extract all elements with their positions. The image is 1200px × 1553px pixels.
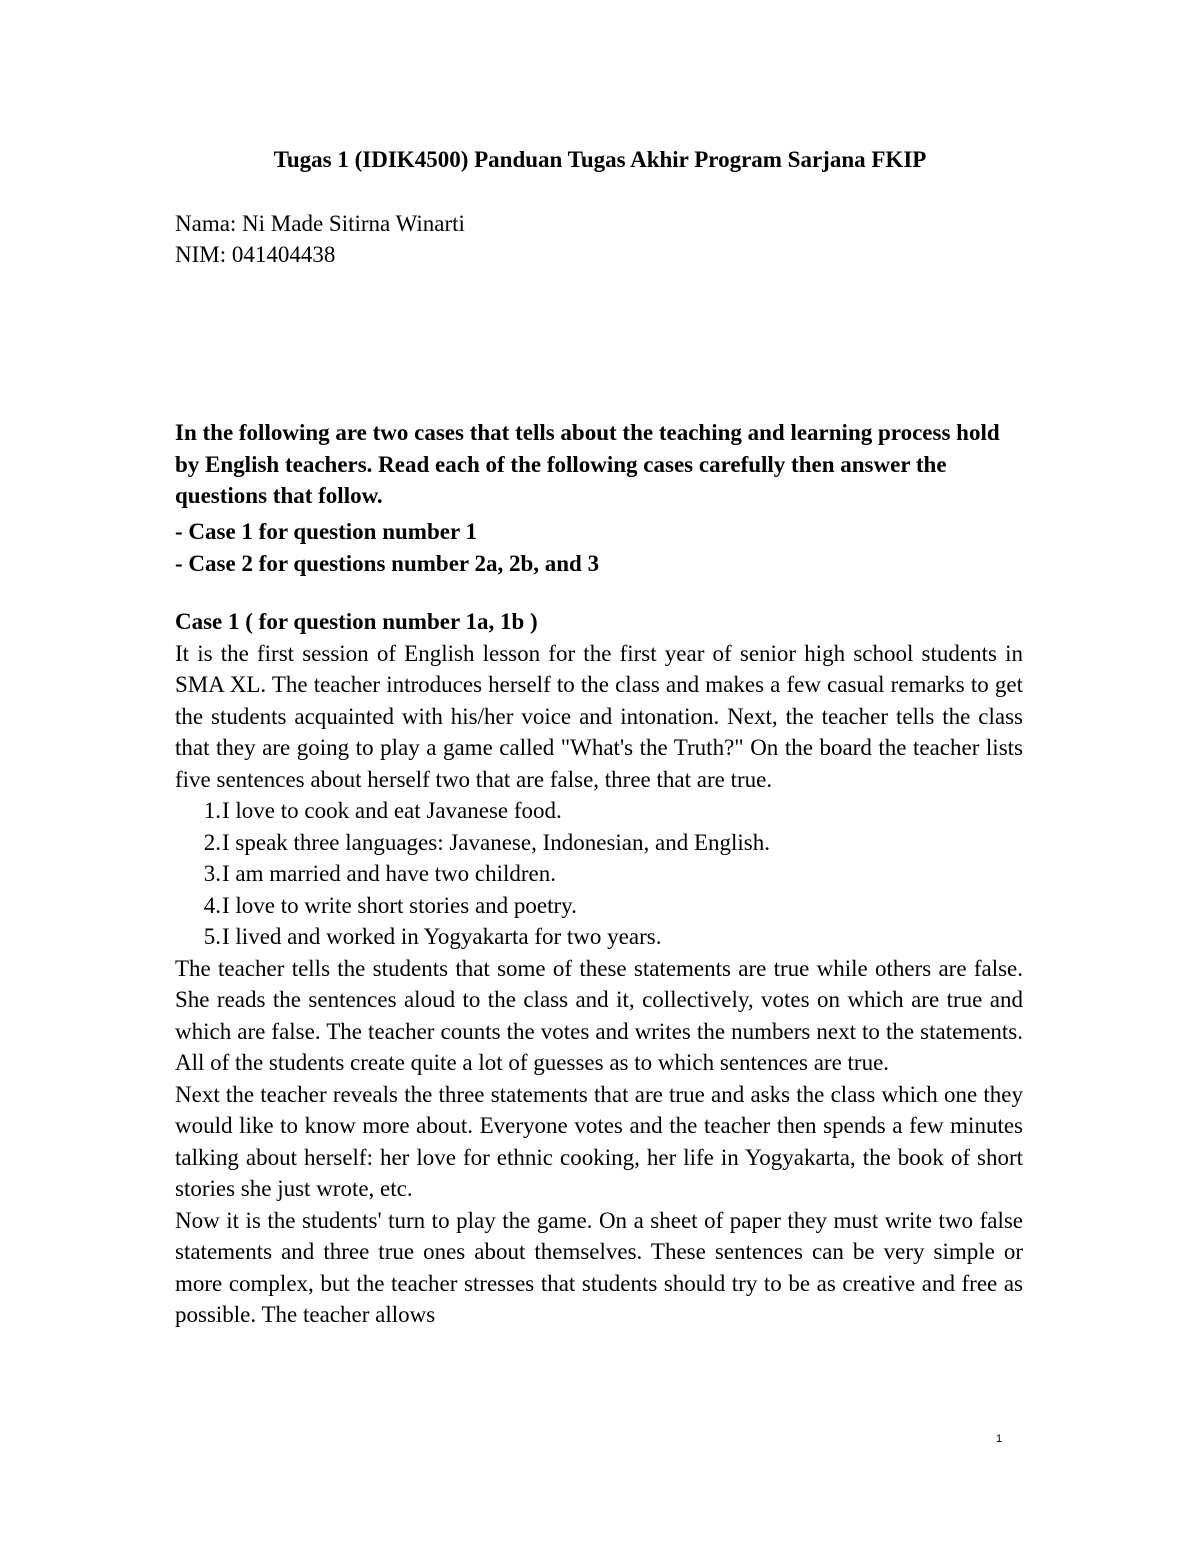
case-1-paragraph: Next the teacher reveals the three statements that are true and asks the class which one they would like to know more about. Everyone votes and the teacher then spends a few minutes talking about herself: her love for ethnic cooking, her life in Yogyakarta, the book of short stories she just wrote, etc.	[175, 1081, 1023, 1201]
case-reference-item: - Case 2 for questions number 2a, 2b, and 3	[175, 550, 600, 576]
statement-list	[175, 795, 1023, 953]
statement-text: I speak three languages: Javanese, Indonesian, and English.	[222, 829, 770, 855]
statement-text: I love to cook and eat Javanese food.	[222, 798, 562, 823]
instructions-text: In the following are two cases that tells about the teaching and learning process hold by English teachers. Read each of the following cases carefully then answer the questions that follow.	[175, 420, 1000, 508]
case-1-section	[175, 606, 1023, 1331]
statement-number: 1.	[203, 798, 221, 823]
statement-number: 2.	[203, 829, 221, 855]
case-1-heading: Case 1 ( for question number 1a, 1b )	[175, 609, 538, 634]
statement-number: 3.	[203, 861, 221, 886]
statement-text: I lived and worked in Yogyakarta for two years.	[222, 924, 662, 949]
case-1-paragraph: The teacher tells the students that some of these statements are true while others are false. She reads the sentences aloud to the class and it, collectively, votes on which are true and which are false. The teacher counts the votes and writes the numbers next to the statements. All of the students create quite a lot of guesses as to which sentences are true.	[175, 955, 1023, 1075]
student-nim: NIM: 041404438	[175, 242, 336, 267]
case-reference-item: - Case 1 for question number 1	[175, 519, 477, 544]
statement-number: 5.	[203, 924, 221, 949]
case-1-paragraph: Now it is the students' turn to play the game. On a sheet of paper they must write two false statements and three true ones about themselves. These sentences can be very simple or more complex, but the teacher stresses that students should try to be as creative and free as possible. The teacher allows	[175, 1207, 1023, 1327]
statement-item	[175, 921, 1023, 953]
case-1-paragraph: It is the first session of English lesson for the first year of senior high school students in SMA XL. The teacher introduces herself to the class and makes a few casual remarks to get the students acquainted with his/her voice and intonation. Next, the teacher tells the class that they are going to play a game called "What's the Truth?" On the board the teacher lists five sentences about herself two that are false, three that are true.	[175, 640, 1023, 792]
page-number: 1	[996, 1433, 1003, 1445]
statement-text: I love to write short stories and poetry.	[222, 892, 577, 918]
instructions	[175, 417, 1025, 512]
statement-text: I am married and have two children.	[222, 861, 557, 886]
student-info	[175, 208, 465, 270]
statement-item	[175, 858, 1023, 890]
statement-number: 4.	[203, 892, 221, 918]
statement-item	[175, 827, 1023, 859]
document-title: Tugas 1 (IDIK4500) Panduan Tugas Akhir Program Sarjana FKIP	[273, 147, 927, 172]
case-reference-list	[175, 516, 599, 579]
statement-item	[175, 795, 1023, 827]
student-name: Nama: Ni Made Sitirna Winarti	[175, 211, 465, 236]
statement-item	[175, 890, 1023, 922]
